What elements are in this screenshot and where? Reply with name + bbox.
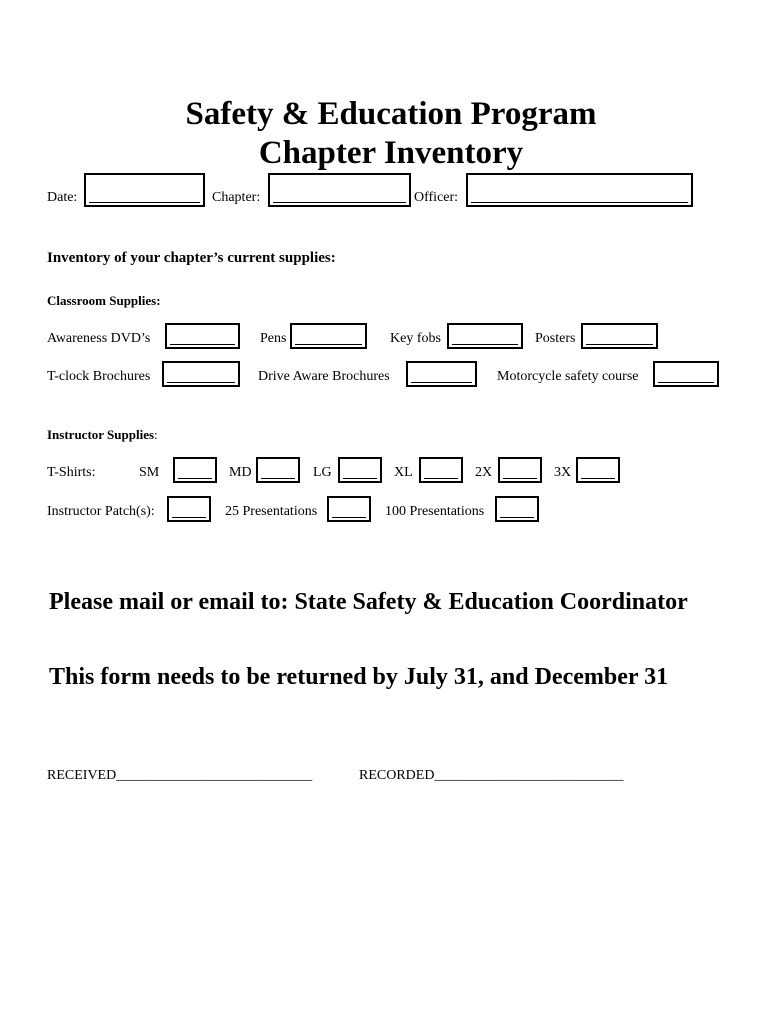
size-md-field[interactable] [256, 457, 300, 483]
date-label: Date: [47, 190, 78, 205]
officer-label: Officer: [414, 190, 459, 205]
drive-aware-brochures-field[interactable] [406, 361, 477, 387]
form-subtitle: Chapter Inventory [258, 135, 524, 171]
key-fobs-label: Key fobs [390, 331, 441, 346]
deadline-statement: This form needs to be returned by July 31, and December 31 [49, 664, 669, 690]
tclock-brochures-label: T-clock Brochures [47, 369, 151, 384]
inventory-heading: Inventory of your chapter’s current supplies: [47, 250, 336, 266]
instructor-supplies-heading: Instructor Supplies: [47, 427, 158, 442]
tclock-brochures-field[interactable] [162, 361, 240, 387]
mail-to-statement: Please mail or email to: State Safety & Education Coordinator [49, 589, 688, 615]
posters-field[interactable] [581, 323, 658, 349]
pens-field[interactable] [290, 323, 367, 349]
size-xl-label: XL [394, 465, 413, 480]
recorded-line[interactable]: RECORDED___________________________ [359, 768, 624, 783]
chapter-label: Chapter: [212, 190, 261, 205]
officer-field[interactable] [466, 173, 693, 207]
presentations-25-field[interactable] [327, 496, 371, 522]
size-3x-field[interactable] [576, 457, 620, 483]
size-sm-field[interactable] [173, 457, 217, 483]
posters-label: Posters [535, 331, 576, 346]
pens-label: Pens [260, 331, 287, 346]
size-lg-field[interactable] [338, 457, 382, 483]
classroom-supplies-heading: Classroom Supplies: [47, 293, 161, 308]
size-xl-field[interactable] [419, 457, 463, 483]
size-lg-label: LG [313, 465, 332, 480]
awareness-dvds-label: Awareness DVD’s [47, 331, 151, 346]
presentations-100-label: 100 Presentations [385, 504, 485, 519]
awareness-dvds-field[interactable] [165, 323, 240, 349]
drive-aware-brochures-label: Drive Aware Brochures [258, 369, 390, 384]
size-sm-label: SM [139, 465, 160, 480]
presentations-100-field[interactable] [495, 496, 539, 522]
date-field[interactable] [84, 173, 205, 207]
size-2x-field[interactable] [498, 457, 542, 483]
presentations-25-label: 25 Presentations [225, 504, 318, 519]
size-2x-label: 2X [475, 465, 493, 480]
instructor-patches-field[interactable] [167, 496, 211, 522]
received-line[interactable]: RECEIVED____________________________ [47, 768, 313, 783]
form-title: Safety & Education Program [185, 96, 597, 132]
tshirts-label: T-Shirts: [47, 465, 96, 480]
chapter-field[interactable] [268, 173, 411, 207]
instructor-patches-label: Instructor Patch(s): [47, 504, 155, 519]
size-md-label: MD [229, 465, 252, 480]
motorcycle-safety-course-field[interactable] [653, 361, 719, 387]
motorcycle-safety-course-label: Motorcycle safety course [497, 369, 639, 384]
size-3x-label: 3X [554, 465, 572, 480]
key-fobs-field[interactable] [447, 323, 523, 349]
